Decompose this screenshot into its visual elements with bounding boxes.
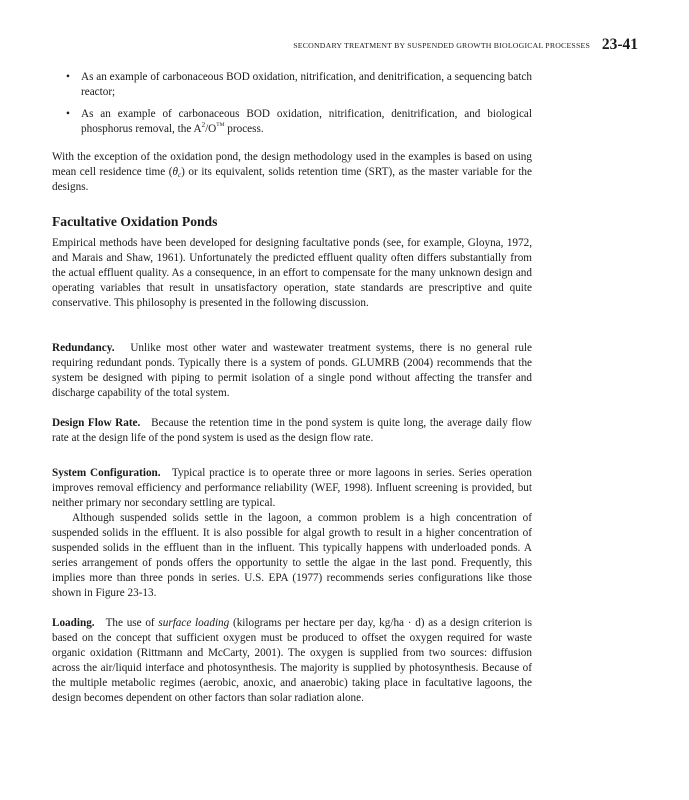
bullet-icon: • xyxy=(66,71,70,83)
page-number: 23-41 xyxy=(601,36,638,53)
bullet-text: As an example of carbonaceous BOD oxidation, nitrification, and denitrification, a sequencing batch reactor; xyxy=(81,71,532,98)
system-config-paragraph: System Configuration. Typical practice is to operate three or more lagoons in series. Series operation improves removal efficiency and performance reliability (WEF, 1998). Influent screening is provided, but neither primary nor secondary settling are typical. xyxy=(52,467,532,509)
system-config-heading: System Configuration. xyxy=(52,467,161,479)
design-flow-paragraph: Design Flow Rate. Because the retention time in the pond system is quite long, the average daily flow rate at the design life of the pond system is used as the design flow rate. xyxy=(52,417,532,444)
loading-paragraph: Loading. The use of surface loading (kilograms per hectare per day, kg/ha · d) as a design criterion is based on the concept that sufficient oxygen must be produced to offset the oxygen required for waste organic oxidation (Rittmann and McCarty, 2001). The oxygen is supplied from two sources: diffusion across the air/liquid interface and photosynthesis. The majority is supplied by photosynthesis. Because of the multiple metabolic regimes (aerobic, anoxic, and anaerobic) taking place in facultative lagoons, the design becomes dependent on other factors than solar radiation alone. xyxy=(52,617,532,704)
intro-paragraph: With the exception of the oxidation pond, the design methodology used in the examples is based on using mean cell residence time $(\theta_c)$ or its equivalent, solids retention time (SRT), as the master variable for the designs. xyxy=(52,151,532,193)
bullet-item-a2o xyxy=(52,107,532,137)
section-heading: Facultative Oxidation Ponds xyxy=(52,214,218,229)
bullet-icon: • xyxy=(66,108,70,120)
section-intro-paragraph: Empirical methods have been developed for designing facultative ponds (see, for example, Gloyna, 1972, and Marais and Shaw, 1961). Unfortunately the predicted effluent quality often differs substantially from the actual effluent quality. As a consequence, in an effort to compensate for the many unknown design and operating variables that result in unsatisfactory operation, state standards are prescriptive and quite conservative. This philosophy is presented in the following discussion. xyxy=(52,237,532,309)
bullet-text: As an example of carbonaceous BOD oxidation, nitrification, denitrification, and biological phosphorus removal, the $A^2/O™$ process. xyxy=(81,108,532,135)
redundancy-paragraph: Redundancy. Unlike most other water and wastewater treatment systems, there is no general rule requiring redundant ponds. Typically there is a system of ponds. GLUMRB (2004) recommends that the system be designed with piping to permit isolation of a single pond without affecting the transfer and discharge capability of the total system. xyxy=(52,342,533,399)
bullet-item-sbr xyxy=(52,70,532,100)
design-flow-heading: Design Flow Rate. xyxy=(52,417,141,429)
running-head-title: SECONDARY TREATMENT BY SUSPENDED GROWTH BIOLOGICAL PROCESSES xyxy=(293,41,590,50)
loading-heading: Loading. xyxy=(52,617,95,629)
system-config-paragraph-2: Although suspended solids settle in the lagoon, a common problem is a high concentration of suspended solids in the effluent. It is also possible for algal growth to result in a higher concentration of suspended solids in the effluent than in the influent. This typically happens with underloaded ponds. A series arrangement of ponds offers the opportunity to settle the algae in the last pond. Frequently, this implies more than three ponds in series. U.S. EPA (1977) recommends series configurations like those shown in Figure 23-13. xyxy=(52,512,532,599)
redundancy-heading: Redundancy. xyxy=(52,342,115,354)
running-head xyxy=(52,36,638,58)
bullet-list xyxy=(52,70,532,144)
